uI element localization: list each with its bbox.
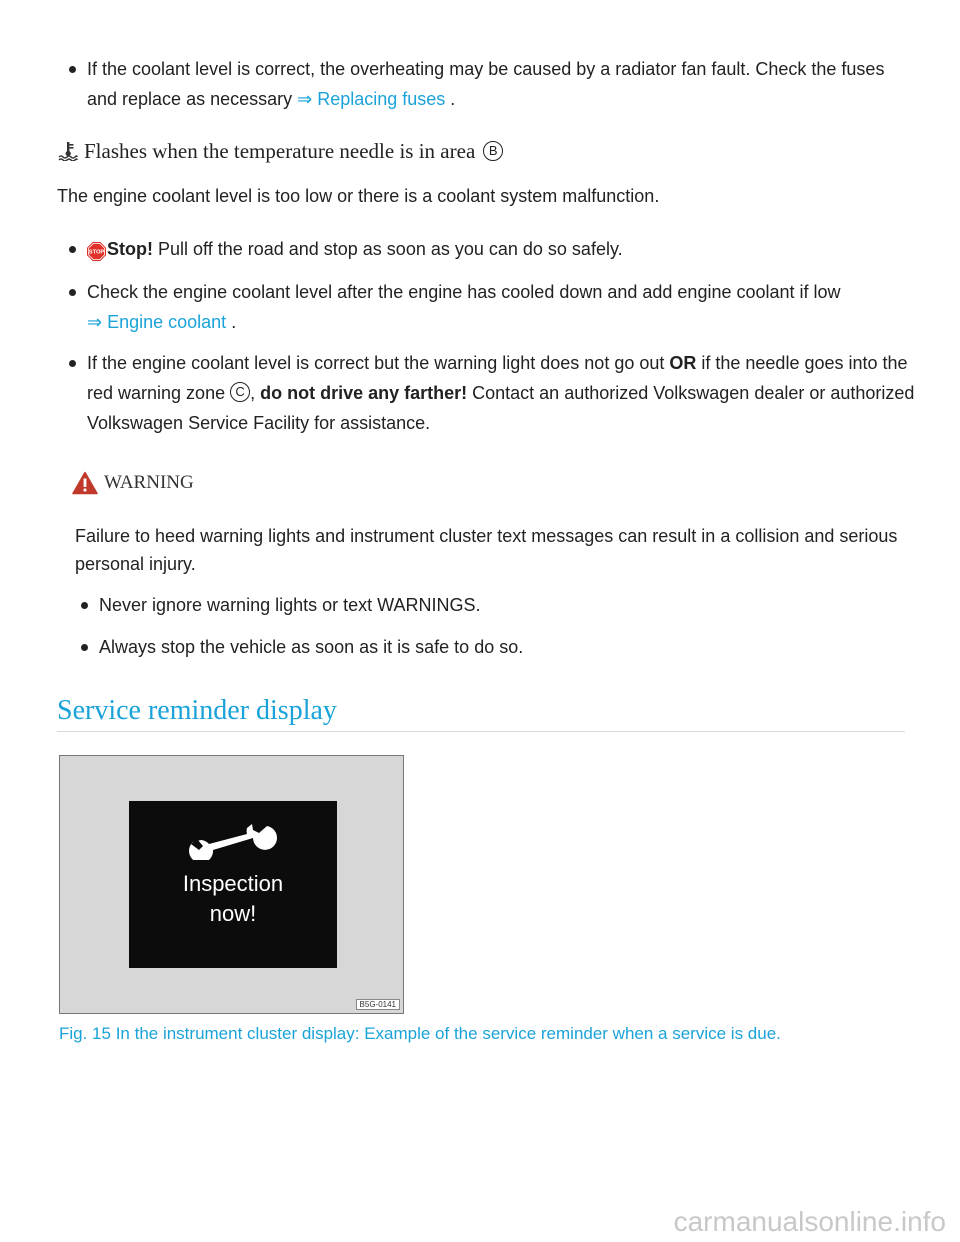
bullet-dot <box>69 289 76 296</box>
warning-item-text: Always stop the vehicle as soon as it is safe to do so. <box>99 637 524 657</box>
warning-heading <box>72 471 194 495</box>
display-line-2: now! <box>209 901 257 926</box>
list-item <box>99 632 899 662</box>
check-text: Check the engine coolant level after the engine has cooled down and add engine coolant if low <box>87 282 841 302</box>
display-line-1: Inspection <box>182 871 284 896</box>
list-item <box>87 234 917 264</box>
stop-label: Stop! <box>107 239 153 259</box>
list-item <box>99 590 899 620</box>
correct-text-3: Contact an authorized Volkswagen dealer or authorized Volkswagen Service Facility for assistance. <box>87 383 915 433</box>
punctuation: . <box>445 89 456 109</box>
warning-item-text: Never ignore warning lights or text WARNINGS. <box>99 595 481 615</box>
figure-code: B5G-0141 <box>356 999 400 1010</box>
do-not-drive-label: do not drive any farther! <box>260 383 468 403</box>
bullet-dot <box>69 246 76 253</box>
watermark: carmanualsonline.info <box>673 1206 946 1237</box>
flash-paragraph: The engine coolant level is too low or there is a coolant system malfunction. <box>57 186 660 206</box>
bullet-dot <box>81 644 88 651</box>
action-bullet-list <box>87 234 917 438</box>
flash-heading-text: Flashes when the temperature needle is in area <box>84 138 476 163</box>
bullet-dot <box>69 360 76 367</box>
warning-triangle-icon <box>72 471 98 495</box>
section-title: Service reminder display <box>57 695 337 726</box>
wrench-icon <box>189 820 279 860</box>
engine-coolant-link[interactable]: ⇒ Engine coolant <box>87 312 227 332</box>
warning-title: WARNING <box>104 472 194 493</box>
list-item <box>87 348 917 438</box>
coolant-temperature-icon <box>58 141 78 161</box>
bullet-dot <box>81 602 88 609</box>
zone-c-marker: C <box>230 382 250 402</box>
warning-bullet-list <box>99 590 899 662</box>
flash-heading <box>58 136 503 166</box>
stop-text: Pull off the road and stop as soon as you can do so safely. <box>152 239 623 259</box>
area-b-marker: B <box>483 141 503 161</box>
section-divider <box>57 731 905 732</box>
correct-text-2: if the needle goes into the red warning zone <box>87 353 908 403</box>
figure-frame <box>59 755 404 1014</box>
stop-icon <box>87 240 106 259</box>
list-item <box>87 54 917 114</box>
intro-bullet-text: If the coolant level is correct, the overheating may be caused by a radiator fan fault. Check the fuses and replace as necessary <box>87 59 885 109</box>
or-label: OR <box>669 353 697 373</box>
instrument-display <box>129 801 337 968</box>
correct-text-1: If the engine coolant level is correct but the warning light does not go out <box>87 353 670 373</box>
warning-paragraph: Failure to heed warning lights and instrument cluster text messages can result in a collision and serious personal injury. <box>75 526 898 574</box>
bullet-dot <box>69 66 76 73</box>
punctuation: , <box>250 383 261 403</box>
list-item <box>87 277 917 337</box>
svg-text:STOP: STOP <box>88 249 105 256</box>
intro-bullet-list <box>87 54 917 114</box>
replacing-fuses-link[interactable]: ⇒ Replacing fuses <box>297 89 446 109</box>
figure-caption: Fig. 15 In the instrument cluster display: Example of the service reminder when a service is due. <box>59 1024 781 1043</box>
punctuation: . <box>226 312 237 332</box>
